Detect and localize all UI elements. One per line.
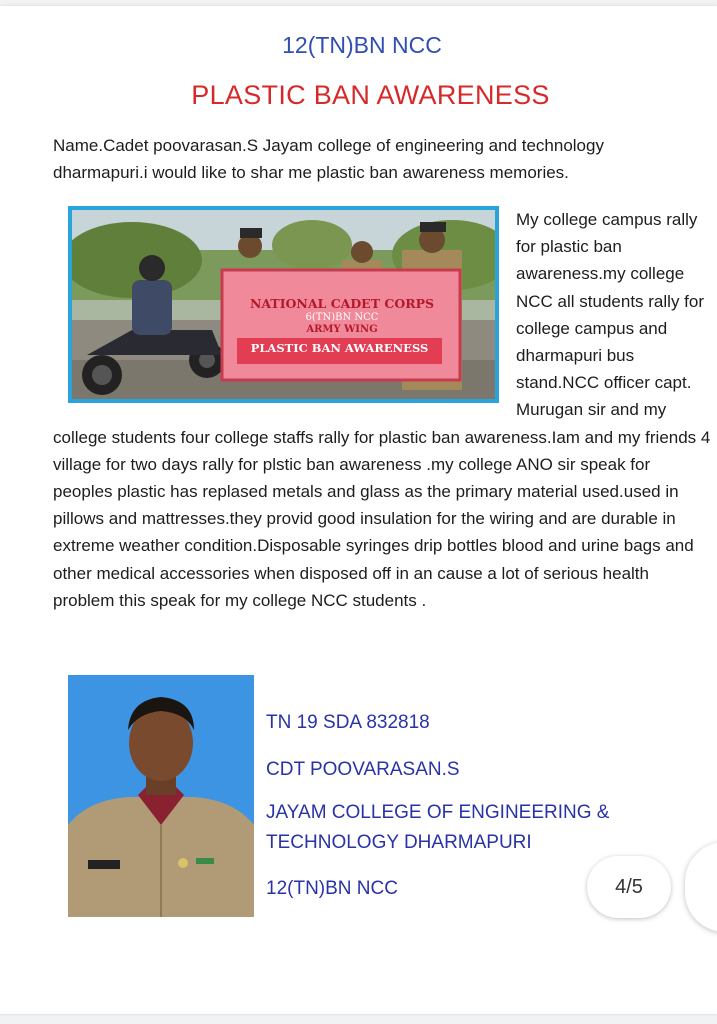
page-indicator-label: 4/5 bbox=[615, 876, 643, 898]
next-page-button[interactable] bbox=[685, 842, 717, 932]
page-indicator[interactable] bbox=[587, 856, 671, 918]
banner-line-3: ARMY WING bbox=[306, 324, 378, 335]
cadet-portrait bbox=[68, 675, 254, 917]
banner-line-1: NATIONAL CADET CORPS bbox=[249, 296, 435, 311]
reg-number: TN 19 SDA 832818 bbox=[266, 712, 430, 733]
banner-line-2: 6(TN)BN NCC bbox=[305, 312, 379, 323]
header-org: 12(TN)BN NCC bbox=[282, 32, 442, 58]
document-page bbox=[0, 6, 717, 1014]
rally-photo bbox=[68, 206, 499, 403]
unit-name: 12(TN)BN NCC bbox=[266, 878, 398, 899]
college-line-1: JAYAM COLLEGE OF ENGINEERING & bbox=[266, 802, 610, 823]
college-line-2: TECHNOLOGY DHARMAPURI bbox=[266, 832, 532, 853]
cadet-name: CDT POOVARASAN.S bbox=[266, 759, 460, 780]
banner-line-4: PLASTIC BAN AWARENESS bbox=[250, 341, 429, 355]
body-text: My college campus rally for plastic ban awareness.my college NCC all students rally for college campus and dharmapuri bus stand.NCC officer capt. Murugan sir and my college students four college staffs rally for plastic ban awareness.Iam and my friends 4 village for two days rally for plstic ban awareness .my college ANO sir speak for peoples plastic has replased metals and glass as the primary material used.used in pillows and mattresses.they provid good insulation for the wiring and are durable in extreme weather condition.Disposable syringes drip bottles blood and urine bags and other medical accessories when disposed off in an cause a lot of serious health problem this speak for my college NCC students . bbox=[53, 210, 711, 610]
page-title: PLASTIC BAN AWARENESS bbox=[191, 80, 550, 110]
intro-paragraph: Name.Cadet poovarasan.S Jayam college of engineering and technology dharmapuri.i would like to shar me plastic ban awareness memories. bbox=[53, 136, 604, 182]
